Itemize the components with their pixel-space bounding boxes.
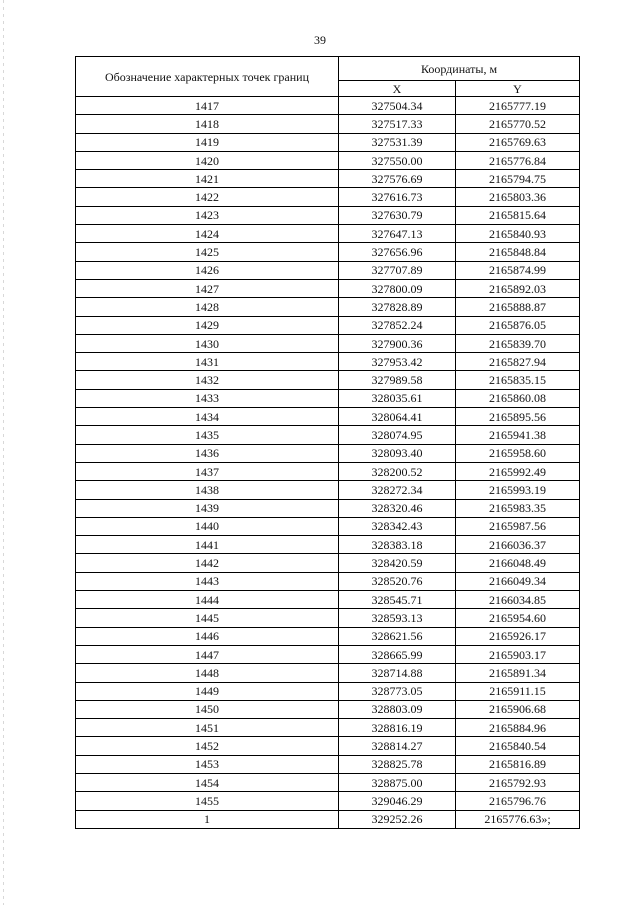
y-coordinate-cell: 2165983.35 <box>456 499 580 517</box>
y-coordinate-cell: 2166048.49 <box>456 554 580 572</box>
table-row <box>76 591 580 609</box>
table-row <box>76 810 580 828</box>
y-column-header: Y <box>456 81 580 97</box>
y-coordinate-cell: 2165769.63 <box>456 133 580 151</box>
x-coordinate-cell: 327989.58 <box>339 371 456 389</box>
y-coordinate-cell: 2165840.54 <box>456 737 580 755</box>
y-coordinate-cell: 2165926.17 <box>456 627 580 645</box>
y-coordinate-cell: 2166049.34 <box>456 572 580 590</box>
point-cell: 1431 <box>76 353 339 371</box>
point-cell: 1418 <box>76 115 339 133</box>
x-coordinate-cell: 328093.40 <box>339 444 456 462</box>
table-row <box>76 572 580 590</box>
table-row <box>76 664 580 682</box>
y-coordinate-cell: 2166036.37 <box>456 536 580 554</box>
y-coordinate-cell: 2165992.49 <box>456 462 580 480</box>
x-coordinate-cell: 327647.13 <box>339 225 456 243</box>
table-row <box>76 719 580 737</box>
point-cell: 1455 <box>76 792 339 810</box>
table-row <box>76 316 580 334</box>
point-cell: 1443 <box>76 572 339 590</box>
x-coordinate-cell: 328714.88 <box>339 664 456 682</box>
x-coordinate-cell: 327828.89 <box>339 298 456 316</box>
x-coordinate-cell: 327616.73 <box>339 188 456 206</box>
x-coordinate-cell: 328383.18 <box>339 536 456 554</box>
x-coordinate-cell: 328875.00 <box>339 773 456 791</box>
y-coordinate-cell: 2165796.76 <box>456 792 580 810</box>
point-cell: 1430 <box>76 334 339 352</box>
table-row <box>76 115 580 133</box>
point-cell: 1433 <box>76 389 339 407</box>
x-coordinate-cell: 328272.34 <box>339 481 456 499</box>
x-coordinate-cell: 328200.52 <box>339 462 456 480</box>
x-coordinate-cell: 327900.36 <box>339 334 456 352</box>
y-coordinate-cell: 2165993.19 <box>456 481 580 499</box>
point-cell: 1434 <box>76 408 339 426</box>
point-cell: 1442 <box>76 554 339 572</box>
y-coordinate-cell: 2165941.38 <box>456 426 580 444</box>
point-cell: 1449 <box>76 682 339 700</box>
point-cell: 1435 <box>76 426 339 444</box>
point-cell: 1436 <box>76 444 339 462</box>
point-cell: 1451 <box>76 719 339 737</box>
y-coordinate-cell: 2165816.89 <box>456 755 580 773</box>
table-row <box>76 97 580 115</box>
table-row <box>76 444 580 462</box>
coordinates-table <box>75 56 580 829</box>
y-coordinate-cell: 2165794.75 <box>456 170 580 188</box>
point-cell: 1419 <box>76 133 339 151</box>
point-cell: 1441 <box>76 536 339 554</box>
point-cell: 1445 <box>76 609 339 627</box>
table-row <box>76 499 580 517</box>
point-cell: 1444 <box>76 591 339 609</box>
x-coordinate-cell: 328074.95 <box>339 426 456 444</box>
table-row <box>76 682 580 700</box>
point-cell: 1425 <box>76 243 339 261</box>
y-coordinate-cell: 2165895.56 <box>456 408 580 426</box>
x-coordinate-cell: 328621.56 <box>339 627 456 645</box>
points-column-header: Обозначение характерных точек границ <box>76 57 339 97</box>
scan-edge <box>3 0 4 905</box>
table-row <box>76 298 580 316</box>
x-coordinate-cell: 328342.43 <box>339 517 456 535</box>
y-coordinate-cell: 2165839.70 <box>456 334 580 352</box>
x-coordinate-cell: 328773.05 <box>339 682 456 700</box>
x-coordinate-cell: 327504.34 <box>339 97 456 115</box>
point-cell: 1438 <box>76 481 339 499</box>
y-coordinate-cell: 2165848.84 <box>456 243 580 261</box>
y-coordinate-cell: 2165892.03 <box>456 279 580 297</box>
table-row <box>76 645 580 663</box>
table-row <box>76 462 580 480</box>
y-coordinate-cell: 2165860.08 <box>456 389 580 407</box>
table-row <box>76 554 580 572</box>
point-cell: 1432 <box>76 371 339 389</box>
table-row <box>76 389 580 407</box>
table-row <box>76 353 580 371</box>
x-coordinate-cell: 327800.09 <box>339 279 456 297</box>
y-coordinate-cell: 2165792.93 <box>456 773 580 791</box>
point-cell: 1429 <box>76 316 339 334</box>
point-cell: 1424 <box>76 225 339 243</box>
table-row <box>76 170 580 188</box>
x-coordinate-cell: 327852.24 <box>339 316 456 334</box>
y-coordinate-cell: 2165903.17 <box>456 645 580 663</box>
point-cell: 1437 <box>76 462 339 480</box>
table-row <box>76 133 580 151</box>
table-row <box>76 188 580 206</box>
point-cell: 1420 <box>76 151 339 169</box>
table-row <box>76 609 580 627</box>
x-coordinate-cell: 327656.96 <box>339 243 456 261</box>
point-cell: 1428 <box>76 298 339 316</box>
x-coordinate-cell: 328064.41 <box>339 408 456 426</box>
x-coordinate-cell: 328035.61 <box>339 389 456 407</box>
y-coordinate-cell: 2165840.93 <box>456 225 580 243</box>
point-cell: 1417 <box>76 97 339 115</box>
y-coordinate-cell: 2165891.34 <box>456 664 580 682</box>
x-coordinate-cell: 328803.09 <box>339 700 456 718</box>
table-row <box>76 206 580 224</box>
point-cell: 1446 <box>76 627 339 645</box>
point-cell: 1421 <box>76 170 339 188</box>
y-coordinate-cell: 2165835.15 <box>456 371 580 389</box>
y-coordinate-cell: 2165776.84 <box>456 151 580 169</box>
x-coordinate-cell: 329046.29 <box>339 792 456 810</box>
point-cell: 1450 <box>76 700 339 718</box>
y-coordinate-cell: 2165876.05 <box>456 316 580 334</box>
table-row <box>76 371 580 389</box>
table-row <box>76 517 580 535</box>
y-coordinate-cell: 2165958.60 <box>456 444 580 462</box>
table-row <box>76 279 580 297</box>
x-coordinate-cell: 328593.13 <box>339 609 456 627</box>
table-row <box>76 627 580 645</box>
table-row <box>76 408 580 426</box>
table-row <box>76 243 580 261</box>
point-cell: 1440 <box>76 517 339 535</box>
point-cell: 1422 <box>76 188 339 206</box>
y-coordinate-cell: 2165874.99 <box>456 261 580 279</box>
table-row <box>76 334 580 352</box>
point-cell: 1454 <box>76 773 339 791</box>
y-coordinate-cell: 2165954.60 <box>456 609 580 627</box>
x-coordinate-cell: 327953.42 <box>339 353 456 371</box>
y-coordinate-cell: 2165815.64 <box>456 206 580 224</box>
x-coordinate-cell: 329252.26 <box>339 810 456 828</box>
table-row <box>76 737 580 755</box>
coordinates-column-header: Координаты, м <box>339 57 580 81</box>
x-coordinate-cell: 328816.19 <box>339 719 456 737</box>
table-row <box>76 792 580 810</box>
y-coordinate-cell: 2165827.94 <box>456 353 580 371</box>
x-coordinate-cell: 327576.69 <box>339 170 456 188</box>
y-coordinate-cell: 2165906.68 <box>456 700 580 718</box>
point-cell: 1426 <box>76 261 339 279</box>
point-cell: 1453 <box>76 755 339 773</box>
table-row <box>76 225 580 243</box>
y-coordinate-cell: 2165884.96 <box>456 719 580 737</box>
x-coordinate-cell: 327531.39 <box>339 133 456 151</box>
table-row <box>76 481 580 499</box>
x-coordinate-cell: 328545.71 <box>339 591 456 609</box>
x-coordinate-cell: 327517.33 <box>339 115 456 133</box>
x-coordinate-cell: 328520.76 <box>339 572 456 590</box>
x-coordinate-cell: 327630.79 <box>339 206 456 224</box>
x-coordinate-cell: 328814.27 <box>339 737 456 755</box>
y-coordinate-cell: 2165803.36 <box>456 188 580 206</box>
y-coordinate-cell: 2165777.19 <box>456 97 580 115</box>
table-body <box>76 97 580 829</box>
table-row <box>76 261 580 279</box>
point-cell: 1439 <box>76 499 339 517</box>
page-number: 39 <box>314 33 326 47</box>
table-row <box>76 536 580 554</box>
y-coordinate-cell: 2166034.85 <box>456 591 580 609</box>
point-cell: 1448 <box>76 664 339 682</box>
point-cell: 1 <box>76 810 339 828</box>
table-row <box>76 755 580 773</box>
x-coordinate-cell: 328825.78 <box>339 755 456 773</box>
table-row <box>76 151 580 169</box>
x-coordinate-cell: 327707.89 <box>339 261 456 279</box>
table-row <box>76 700 580 718</box>
x-column-header: X <box>339 81 456 97</box>
table-row <box>76 426 580 444</box>
y-coordinate-cell: 2165911.15 <box>456 682 580 700</box>
y-coordinate-cell: 2165770.52 <box>456 115 580 133</box>
point-cell: 1452 <box>76 737 339 755</box>
x-coordinate-cell: 327550.00 <box>339 151 456 169</box>
x-coordinate-cell: 328420.59 <box>339 554 456 572</box>
x-coordinate-cell: 328320.46 <box>339 499 456 517</box>
y-coordinate-cell: 2165776.63»; <box>456 810 580 828</box>
x-coordinate-cell: 328665.99 <box>339 645 456 663</box>
point-cell: 1447 <box>76 645 339 663</box>
y-coordinate-cell: 2165987.56 <box>456 517 580 535</box>
point-cell: 1423 <box>76 206 339 224</box>
table-row <box>76 773 580 791</box>
point-cell: 1427 <box>76 279 339 297</box>
y-coordinate-cell: 2165888.87 <box>456 298 580 316</box>
